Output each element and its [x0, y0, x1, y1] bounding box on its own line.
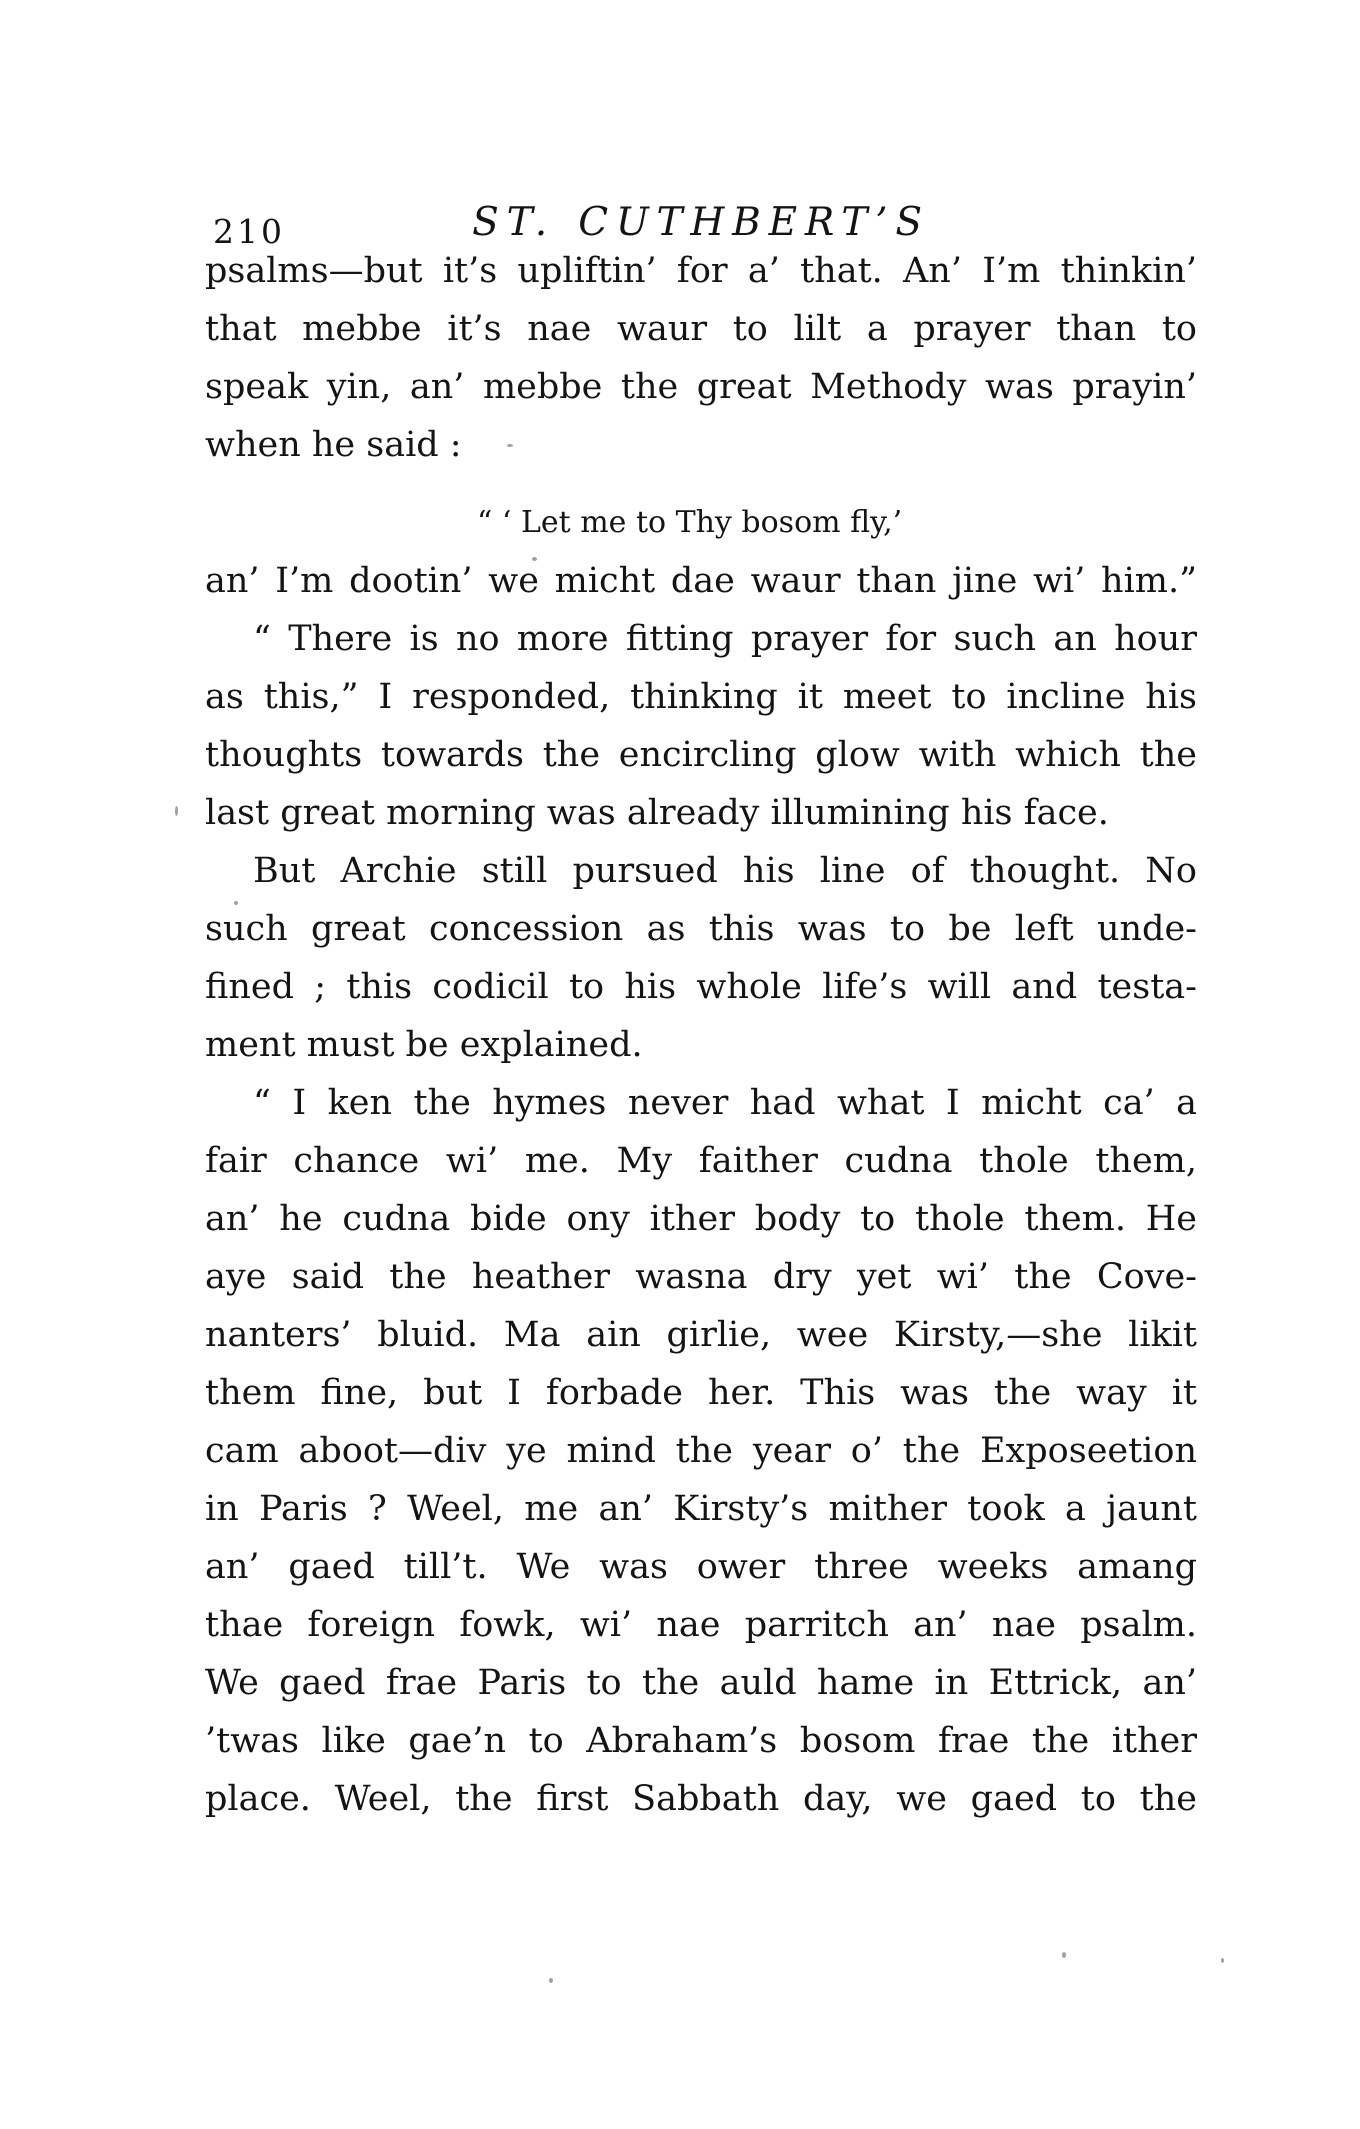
text-line: ’twas like gae’n to Abraham’s bosom frae the ither [205, 1721, 1197, 1761]
scan-speck [1221, 1958, 1224, 1963]
scan-speck [234, 901, 238, 905]
page-number: 210 [213, 212, 285, 251]
text-line: place. Weel, the first Sabbath day, we gaed to the [205, 1779, 1197, 1819]
text-line: speak yin, an’ mebbe the great Methody was prayin’ [205, 367, 1197, 407]
text-line: thae foreign fowk, wi’ nae parritch an’ nae psalm. [205, 1605, 1197, 1645]
text-line: an’ gaed till’t. We was ower three weeks amang [205, 1547, 1197, 1587]
scan-speck [549, 1978, 553, 1983]
text-line: when he said : [205, 425, 462, 465]
text-line: aye said the heather wasna dry yet wi’ the Cove- [205, 1257, 1197, 1297]
scan-speck [1062, 1952, 1066, 1958]
text-line: them fine, but I forbade her. This was the way it [205, 1373, 1197, 1413]
text-line: an’ he cudna bide ony ither body to thole them. He [205, 1199, 1197, 1239]
text-line: “ ‘ Let me to Thy bosom fly,’ [477, 505, 903, 540]
text-line: fined ; this codicil to his whole life’s will and testa- [205, 967, 1197, 1007]
text-line: thoughts towards the encircling glow with which the [205, 735, 1197, 775]
text-line: cam aboot—div ye mind the year o’ the Exposeetion [205, 1431, 1197, 1471]
text-line: fair chance wi’ me. My faither cudna thole them, [205, 1141, 1197, 1181]
text-line: such great concession as this was to be left unde- [205, 909, 1197, 949]
text-line: We gaed frae Paris to the auld hame in Ettrick, an’ [205, 1663, 1197, 1703]
scan-speck [175, 806, 178, 816]
scan-speck [507, 444, 513, 447]
text-line: “ I ken the hymes never had what I micht ca’ a [253, 1083, 1197, 1123]
text-line: “ There is no more fitting prayer for such an hour [253, 619, 1197, 659]
text-line: last great morning was already illumining his face. [205, 793, 1109, 833]
scan-speck [532, 557, 537, 561]
text-line: psalms—but it’s upliftin’ for a’ that. An’ I’m thinkin’ [205, 251, 1197, 291]
text-line: ment must be explained. [205, 1025, 643, 1065]
text-line: in Paris ? Weel, me an’ Kirsty’s mither took a jaunt [205, 1489, 1197, 1529]
text-line: that mebbe it’s nae waur to lilt a prayer than to [205, 309, 1197, 349]
running-title: ST. CUTHBERT’S [472, 200, 930, 245]
text-line: an’ I’m dootin’ we micht dae waur than jine wi’ him.” [205, 561, 1197, 601]
text-line: But Archie still pursued his line of thought. No [253, 851, 1197, 891]
body-text [205, 242, 1197, 1828]
text-line: as this,” I responded, thinking it meet to incline his [205, 677, 1197, 717]
text-line: nanters’ bluid. Ma ain girlie, wee Kirsty,—she likit [205, 1315, 1197, 1355]
